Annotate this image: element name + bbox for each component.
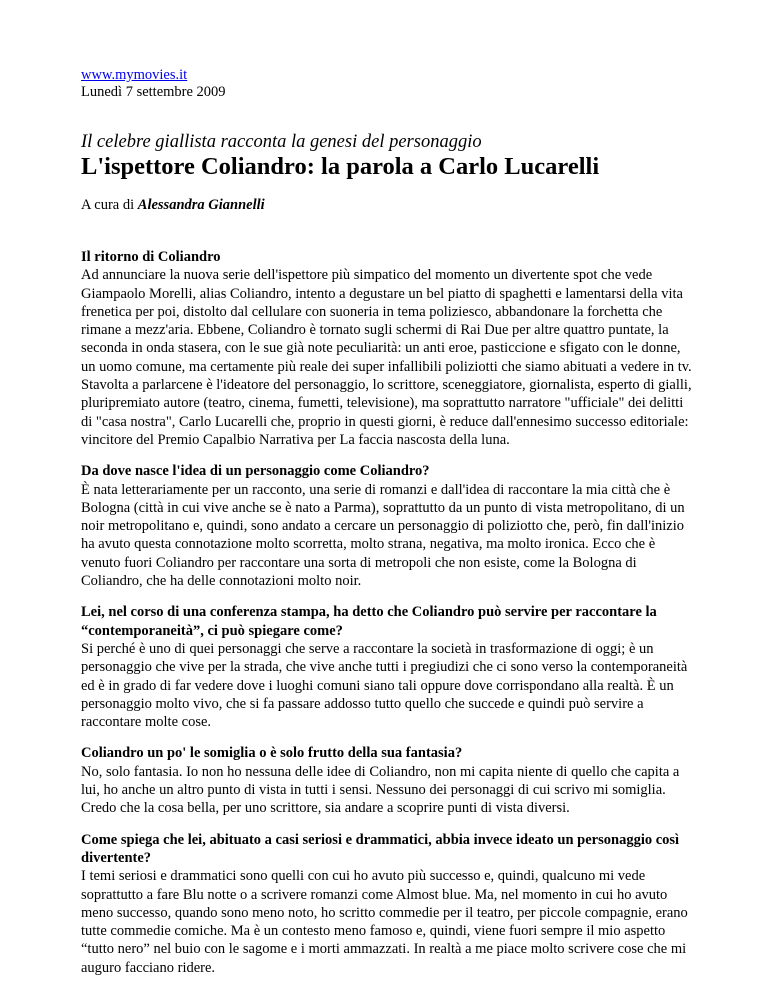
section-paragraph: Ad annunciare la nuova serie dell'ispettore più simpatico del momento un divertente spot che vede Giampaolo Morelli, alias Coliandro, intento a degustare un bel piatto di spaghetti e lamentarsi della vita frenetica per poi, distolto dal cellulare con suoneria in tema poliziesco, abbandonare la forchetta che rimane a mezz'aria. Ebbene, Coliandro è tornato sugli schermi di Rai Due per altre quattro puntate, la seconda in onda stasera, con le sue già note peculiarità: un anti eroe, pasticcione e sfigato con le donne, un uomo comune, ma certamente più reale dei super infallibili poliziotti che siamo abituati a vedere in tv. xyxy=(81,267,692,375)
article-title: L'ispettore Coliandro: la parola a Carlo Lucarelli xyxy=(81,153,600,180)
question-heading: Lei, nel corso di una conferenza stampa, ha detto che Coliandro può servire per raccontare la “contemporaneità”, ci può spiegare come? xyxy=(81,604,657,639)
question-heading: Coliandro un po' le somiglia o è solo frutto della sua fantasia? xyxy=(81,745,463,762)
section-heading: Il ritorno di Coliandro xyxy=(81,249,221,265)
answer-paragraph: No, solo fantasia. Io non ho nessuna delle idee di Coliandro, non mi capita niente di quello che capita a lui, ho anche un altro punto di vista in tutti i sensi. Nessuno dei personaggi di cui scrivo mi somiglia. Credo che la cosa bella, per uno scrittore, sia andare a scoprire punti di vista diversi. xyxy=(81,763,680,817)
answer-paragraph: Si perché è uno di quei personaggi che serve a raccontare la società in trasformazione di oggi; è un personaggio che vive per la strada, che vive anche tutti i pregiudizi che ci sono verso la contemporaneità ed è in grado di far vedere dove i luoghi comuni siano tali oppure dove corrispondano alla realtà. È un personaggio molto vivo, che si fa passare addosso tutto quello che succede e quindi può servire a raccontare molte cose. xyxy=(81,640,688,731)
article-page xyxy=(81,67,693,977)
section-question-4 xyxy=(81,831,693,977)
question-heading: Da dove nasce l'idea di un personaggio come Coliandro? xyxy=(81,463,430,480)
site-link[interactable]: www.mymovies.it xyxy=(81,67,188,83)
byline-prefix: A cura di xyxy=(81,197,138,213)
section-paragraph: Stavolta a parlarcene è l'ideatore del personaggio, lo scrittore, sceneggiatore, giornalista, esperto di gialli, pluripremiato autore (teatro, cinema, fumetti, televisione), ma soprattutto narratore "ufficiale" dei delitti di "casa nostra", Carlo Lucarelli che, proprio in questi giorni, è reduce dall'ennesimo successo editoriale: vincitore del Premio Capalbio Narrativa per La faccia nascosta della luna. xyxy=(81,377,692,448)
answer-paragraph: È nata letterariamente per un racconto, una serie di romanzi e dall'idea di raccontare la mia città che è Bologna (città in cui vive anche se è nato a Parma), soprattutto da un punto di vista metropolitano, di un noir metropolitano e, quindi, sono andato a cercare un personaggio di poliziotto che, però, fin dall'inizio ha avuto questa connotazione molto scorretta, molto strana, negativa, ma molto ironica. Ecco che è venuto fuori Coliandro per raccontare una sorta di metropoli che non esiste, come la Bologna di Coliandro, che ha delle connotazioni molto noir. xyxy=(81,481,685,590)
question-heading: Come spiega che lei, abituato a casi seriosi e drammatici, abbia invece ideato un personaggio così divertente? xyxy=(81,831,680,866)
byline xyxy=(81,197,693,214)
answer-paragraph: I temi seriosi e drammatici sono quelli con cui ho avuto più successo e, quindi, qualcuno mi vede soprattutto a fare Blu notte o a scrivere romanzi come Almost blue. Ma, nel momento in cui ho avuto meno successo, quando sono meno noto, ho scritto commedie per il teatro, per piccole compagnie, erano tutte commedie comiche. Ma è un contesto meno famoso e, quindi, viene fuori sempre il mio aspetto “tutto nero” nel buio con le sagome e i morti ammazzati. In realtà a me piace molto scrivere cose che mi auguro facciano ridere. xyxy=(81,868,688,976)
section-question-2 xyxy=(81,603,693,731)
section-question-1 xyxy=(81,462,693,590)
article-subtitle: Il celebre giallista racconta la genesi del personaggio xyxy=(81,132,482,152)
byline-author: Alessandra Giannelli xyxy=(137,197,265,213)
publication-date: Lunedì 7 settembre 2009 xyxy=(81,84,226,100)
section-question-3 xyxy=(81,744,693,817)
section-ritorno xyxy=(81,248,693,449)
